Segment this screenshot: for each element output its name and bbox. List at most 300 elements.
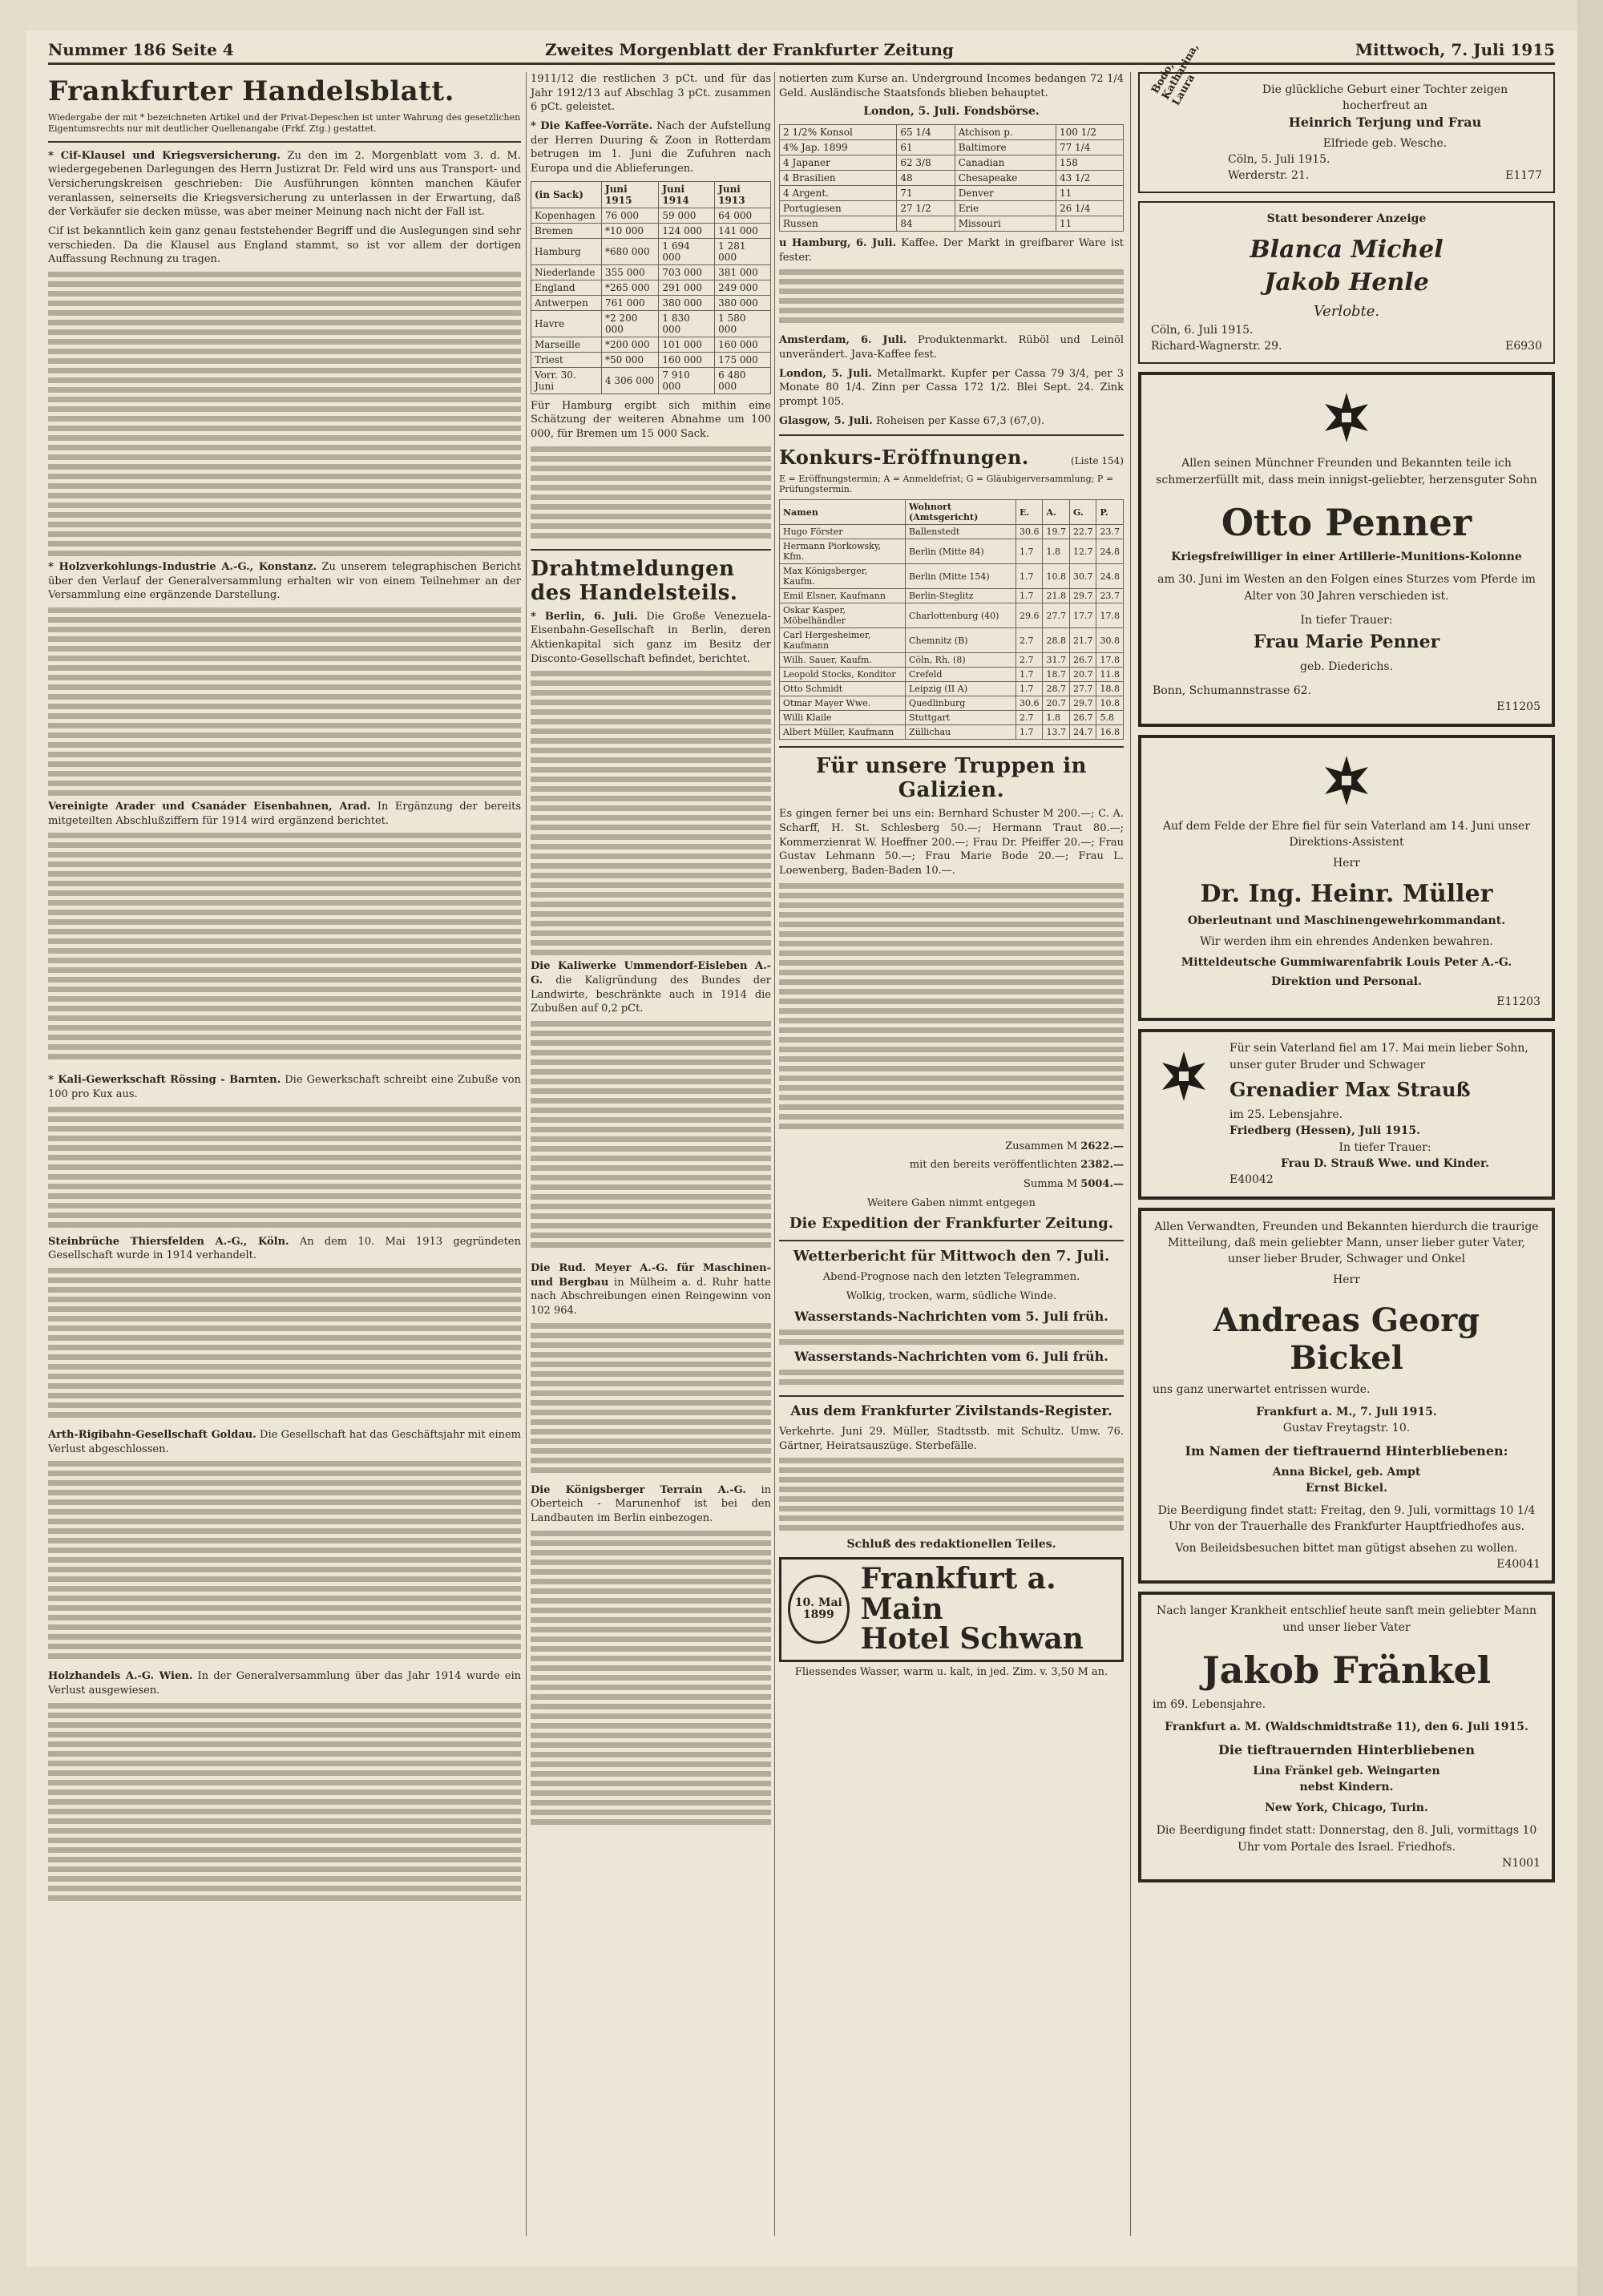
table-cell: 355 000 [602, 264, 659, 280]
article-head: Steinbrüche Thiersfelden A.-G., Köln. [48, 1235, 289, 1248]
table-cell: 381 000 [715, 264, 771, 280]
notice-text: Allen Verwandten, Freunden und Bekannten hierdurch die traurige Mitteilung, daß mein geliebter Mann, unser lieber guter Vater, unser lieber Bruder, Schwager und Onkel [1154, 1220, 1539, 1266]
notice-place: Frankfurt a. M., 7. Juli 1915. [1256, 1405, 1437, 1418]
notice-head: Statt besonderer Anzeige [1266, 212, 1427, 226]
article [531, 1483, 771, 1526]
column-rule [1130, 72, 1131, 2236]
deceased-name: Jakob Fränkel [1201, 1648, 1492, 1692]
table-cell: Russen [780, 216, 897, 231]
table-cell: Otto Schmidt [780, 682, 906, 696]
table-row [780, 628, 1124, 653]
table-cell: 11 [1056, 216, 1123, 231]
text-block [48, 1107, 521, 1235]
table-cell: Berlin (Mitte 154) [906, 564, 1016, 589]
table-cell: 1 694 000 [659, 238, 715, 264]
divider [779, 1240, 1124, 1241]
deceased-role: Kriegsfreiwilliger in einer Artillerie-Munitions-Kolonne [1171, 551, 1522, 564]
notice-address: Gustav Freytagstr. 10. [1282, 1422, 1411, 1435]
engaged-label: Verlobte. [1313, 302, 1380, 320]
mourner-sub: geb. Diederichs. [1299, 660, 1393, 673]
ad-code: E40041 [1496, 1558, 1540, 1572]
notice-place: Cöln, 6. Juli 1915. [1151, 323, 1254, 337]
konkurs-header [779, 442, 1124, 474]
coffee-stock-table [531, 181, 771, 394]
table-cell: Carl Hergesheimer, Kaufmann [780, 628, 906, 653]
weather-forecast: Wolkig, trocken, warm, südliche Winde. [846, 1289, 1057, 1302]
article-body: Nach der Aufstellung der Herren Duuring & Zoon in Rotterdam betrugen im 1. Juni die Zufuhren nach Europa und die Ablieferungen. [531, 120, 771, 176]
table-cell: 26.7 [1069, 653, 1096, 668]
obituary-fraenkel [1138, 1592, 1555, 1882]
table-cell: 19.7 [1043, 525, 1070, 539]
table-cell: 4% Jap. 1899 [780, 139, 897, 155]
table-cell: Otmar Mayer Wwe. [780, 696, 906, 711]
table-header: A. [1043, 500, 1070, 525]
notice-place: Cöln, 5. Juli 1915. [1228, 152, 1330, 166]
table-cell: Portugiesen [780, 200, 897, 216]
address: Richard-Wagnerstr. 29. [1151, 340, 1282, 353]
table-cell: Charlottenburg (40) [906, 603, 1016, 628]
parents: Heinrich Terjung und Frau [1288, 114, 1482, 130]
issue-date: Mittwoch, 7. Juli 1915 [1355, 40, 1555, 59]
table-cell: 249 000 [715, 280, 771, 295]
engagement-notice [1138, 201, 1555, 364]
text-block [531, 446, 771, 543]
notice-address [1228, 167, 1542, 184]
table-row [531, 223, 771, 238]
table-cell: 24.7 [1069, 725, 1096, 740]
mourner: Frau D. Strauß Wwe. und Kinder. [1280, 1156, 1490, 1170]
water-level-title: Wasserstands-Nachrichten vom 5. Juli früh. [794, 1308, 1108, 1324]
table-header: P. [1096, 500, 1124, 525]
table-cell: 23.7 [1096, 525, 1124, 539]
table-cell: 1.7 [1016, 668, 1043, 682]
notice-body: uns ganz unerwartet entrissen wurde. [1153, 1382, 1371, 1396]
table-cell: Havre [531, 310, 602, 337]
table-cell: 43 1/2 [1056, 170, 1123, 185]
mourner: Anna Bickel, geb. Ampt [1272, 1465, 1421, 1479]
table-cell: 76 000 [602, 208, 659, 223]
table-cell: 1.8 [1043, 539, 1070, 564]
article [48, 560, 521, 603]
article-head: Die Königsberger Terrain A.-G. [531, 1483, 746, 1496]
notice-place: Bonn, Schumannstrasse 62. [1153, 684, 1311, 698]
iron-cross-icon [1318, 753, 1375, 809]
table-cell: 30.6 [1016, 525, 1043, 539]
table-cell: 2.7 [1016, 628, 1043, 653]
table-cell: 16.8 [1096, 725, 1124, 740]
table-cell: 11 [1056, 185, 1123, 200]
table-row [531, 295, 771, 310]
company-name: Mitteldeutsche Gummiwarenfabrik Louis Peter A.-G. [1181, 956, 1512, 970]
article [531, 119, 771, 176]
notice-address [1151, 338, 1542, 354]
section-title: Konkurs-Eröffnungen. [779, 446, 1029, 470]
hotel-line: Fliessendes Wasser, warm u. kalt, in jed. Zim. v. 3,50 M an. [794, 1666, 1108, 1679]
table-cell: 2.7 [1016, 711, 1043, 725]
table-cell: 26 1/4 [1056, 200, 1123, 216]
article-head: * Holzverkohlungs-Industrie A.-G., Konstanz. [48, 560, 317, 573]
table-cell: 24.8 [1096, 564, 1124, 589]
table-cell: Wilh. Sauer, Kaufm. [780, 653, 906, 668]
table-cell: 28.7 [1043, 682, 1070, 696]
table-row [780, 124, 1124, 139]
table-cell: 101 000 [659, 337, 715, 352]
article-head: * Berlin, 6. Juli. [531, 610, 638, 623]
table-cell: Hermann Piorkowsky, Kfm. [780, 539, 906, 564]
weather-subtitle: Abend-Prognose nach den letzten Telegrammen. [822, 1271, 1080, 1284]
mourner: Frau Marie Penner [1253, 632, 1440, 653]
notice-body: Wir werden ihm ein ehrendes Andenken bewahren. [1200, 934, 1493, 948]
table-cell: Cöln, Rh. (8) [906, 653, 1016, 668]
page-edge [1577, 0, 1603, 2296]
table-row [780, 539, 1124, 564]
table-cell: 21.7 [1069, 628, 1096, 653]
table-cell: 26.7 [1069, 711, 1096, 725]
article-head: Amsterdam, 6. Juli. [779, 334, 907, 347]
table-cell: 2 1/2% Konsol [780, 124, 897, 139]
company-sub: Direktion und Personal. [1271, 974, 1422, 988]
table-row [531, 367, 771, 393]
burial-info: Die Beerdigung findet statt: Donnerstag, den 8. Juli, vormittags 10 Uhr vom Portale des Israel. Friedhofs. [1156, 1824, 1537, 1854]
article-body: Kaffee. Der Markt in greifbarer Ware ist fester. [779, 236, 1124, 264]
table-cell: 17.8 [1096, 603, 1124, 628]
table-cell: 1.7 [1016, 682, 1043, 696]
deceased-age: im 69. Lebensjahre. [1153, 1697, 1266, 1711]
copyright-note: Wiedergabe der mit * bezeichneten Artikel und der Privat-Depeschen ist unter Wahrung des gesetzlichen Eigentumsrechts nur mit deutlicher Quellenangabe (Frkf. Ztg.) gestattet. [48, 112, 521, 134]
article [48, 1669, 521, 1697]
table-cell: 1.7 [1016, 589, 1043, 603]
ad-code: E11205 [1496, 700, 1540, 714]
table-cell: 27.7 [1043, 603, 1070, 628]
article [48, 1073, 521, 1101]
text-block [779, 1458, 1124, 1538]
table-cell: Bremen [531, 223, 602, 238]
table-cell: 30.6 [1016, 696, 1043, 711]
text-block [779, 883, 1124, 1140]
hotel-seal: 10. Mai 1899 [788, 1575, 850, 1644]
article [531, 1261, 771, 1318]
birth-names: Bodo, Katharina, Laura [1149, 42, 1201, 108]
konkurs-legend: E = Eröffnungstermin; A = Anmeldefrist; G = Gläubigerversammlung; P = Prüfungstermin. [779, 474, 1114, 495]
water-level-title: Wasserstands-Nachrichten vom 6. Juli früh. [794, 1348, 1108, 1364]
table-cell: 1.7 [1016, 539, 1043, 564]
table-cell: 48 [897, 170, 955, 185]
table-row [531, 352, 771, 367]
mourner: nebst Kindern. [1299, 1780, 1394, 1794]
mourner: Lina Fränkel geb. Weingarten [1253, 1764, 1440, 1777]
table-row [780, 185, 1124, 200]
table-cell: 65 1/4 [897, 124, 955, 139]
table-cell: 291 000 [659, 280, 715, 295]
text-block [779, 1330, 1124, 1349]
article [531, 959, 771, 1016]
table-cell: 1.8 [1043, 711, 1070, 725]
editorial-end: Schluß des redaktionellen Teiles. [846, 1538, 1056, 1552]
table-cell: 27.7 [1069, 682, 1096, 696]
table-cell: 20.7 [1069, 668, 1096, 682]
label: Zusammen M [1005, 1140, 1078, 1152]
notice-text: Nach langer Krankheit entschlief heute sanft mein geliebter Mann und unser lieber Vater [1156, 1604, 1537, 1634]
register-title: Aus dem Frankfurter Zivilstands-Register. [790, 1402, 1112, 1419]
table-cell: Emil Elsner, Kaufmann [780, 589, 906, 603]
table-cell: 30.8 [1096, 628, 1124, 653]
table-cell: 71 [897, 185, 955, 200]
table-cell: 29.7 [1069, 696, 1096, 711]
table-cell: 1 281 000 [715, 238, 771, 264]
article-body: Für Hamburg ergibt sich mithin eine Schätzung der weiteren Abnahme um 100 000, für Bremen um 15 000 Sack. [531, 399, 771, 441]
ad-code: N1001 [1502, 1857, 1540, 1870]
table-header: Juni 1913 [715, 181, 771, 208]
table-cell: 761 000 [602, 295, 659, 310]
article [779, 367, 1124, 410]
hotel-name: Hotel Schwan [860, 1622, 1084, 1656]
table-cell: *10 000 [602, 223, 659, 238]
divider [48, 141, 521, 143]
register-body: Verkehrte. Juni 29. Müller, Stadtsstb. mit Schultz. Umw. 76. Gärtner, Heiratsauszüge. Sterbefälle. [779, 1425, 1124, 1452]
notice-text: Allen seinen Münchner Freunden und Bekannten teile ich schmerzerfüllt mit, dass mein innigst-geliebter, herzensguter Sohn [1156, 457, 1537, 486]
table-cell: 1 580 000 [715, 310, 771, 337]
burial-info: Die Beerdigung findet statt: Freitag, den 9. Juli, vormittags 10 1/4 Uhr von der Trauerhalle des Frankfurter Hauptfriedhofes aus. [1157, 1504, 1536, 1534]
table-cell: 380 000 [715, 295, 771, 310]
obituary-strauss [1138, 1029, 1555, 1199]
parents-sub: Elfriede geb. Wesche. [1322, 136, 1448, 150]
table-cell: 160 000 [659, 352, 715, 367]
table-row [780, 200, 1124, 216]
divider [531, 549, 771, 551]
table-cell: 10.8 [1043, 564, 1070, 589]
deceased-name: Andreas Georg Bickel [1213, 1301, 1480, 1377]
value: 2382.— [1080, 1159, 1124, 1172]
mourning-label: In tiefer Trauer: [1339, 1140, 1431, 1154]
table-row [780, 155, 1124, 170]
table-cell: Hugo Förster [780, 525, 906, 539]
table-row [780, 653, 1124, 668]
table-cell: Züllichau [906, 725, 1016, 740]
table-cell: Missouri [955, 216, 1056, 231]
table-cell: 10.8 [1096, 696, 1124, 711]
article-body: 1911/12 die restlichen 3 pCt. und für das Jahr 1912/13 auf Abschlag 3 pCt. zusammen 6 pCt. geleistet. [531, 73, 771, 114]
section-title: Drahtmeldungen des Handelsteils. [531, 556, 738, 605]
notice-body: am 30. Juni im Westen an den Folgen eines Sturzes vom Pferde im Alter von 30 Jahren verschieden ist. [1157, 573, 1536, 603]
article-body: In Ergänzung der bereits mitgeteilten Abschlußziffern für 1914 wird ergänzend berichtet. [48, 800, 521, 827]
label: mit den bereits veröffentlichten [909, 1159, 1078, 1172]
text-block [48, 272, 521, 560]
table-cell: 18.8 [1096, 682, 1124, 696]
table-header: Namen [780, 500, 906, 525]
table-cell: 175 000 [715, 352, 771, 367]
konkurs-table [779, 499, 1124, 740]
deceased-age: im 25. Lebensjahre. [1230, 1108, 1343, 1122]
table-cell: Canadian [955, 155, 1056, 170]
table-cell: Niederlande [531, 264, 602, 280]
honorific: Herr [1333, 1273, 1360, 1287]
address: Werderstr. 21. [1228, 169, 1310, 183]
table-title: London, 5. Juli. Fondsbörse. [863, 105, 1040, 119]
table-row [780, 525, 1124, 539]
article-head: * Die Kaffee-Vorräte. [531, 120, 653, 133]
article-body: notierten zum Kurse an. Underground Incomes bedangen 72 1/4 Geld. Ausländische Staatsfonds blieben behauptet. [779, 73, 1124, 99]
table-cell: *265 000 [602, 280, 659, 295]
article-body: in Oberteich - Marunenhof ist bei den Landbauten im Berlin einbezogen. [531, 1483, 771, 1525]
table-cell: Chemnitz (B) [906, 628, 1016, 653]
text-block [531, 1323, 771, 1483]
table-row [531, 337, 771, 352]
text-block [531, 1021, 771, 1261]
table-cell: Atchison p. [955, 124, 1056, 139]
table-cell: 64 000 [715, 208, 771, 223]
iron-cross-icon [1156, 1048, 1212, 1104]
article-head: Vereinigte Arader und Csanáder Eisenbahnen, Arad. [48, 800, 371, 813]
table-row [531, 238, 771, 264]
donation-note: Weitere Gaben nimmt entgegen [867, 1196, 1036, 1209]
table-cell: *2 200 000 [602, 310, 659, 337]
table-cell: 12.7 [1069, 539, 1096, 564]
article-body: An dem 10. Mai 1913 gegründeten Gesellschaft wurde in 1914 verhandelt. [48, 1235, 522, 1262]
column-rule [526, 72, 527, 2236]
table-cell: 28.8 [1043, 628, 1070, 653]
table-row [780, 603, 1124, 628]
article [48, 800, 521, 828]
weather-title: Wetterbericht für Mittwoch den 7. Juli. [793, 1247, 1110, 1265]
table-cell: Vorr. 30. Juni [531, 367, 602, 393]
article-body: Die Große Venezuela-Eisenbahn-Gesellschaft in Berlin, deren Aktienkapital sich ganz im Besitz der Disconto-Gesellschaft befindet, berichtet. [531, 610, 771, 665]
table-header: Wohnort (Amtsgericht) [906, 500, 1016, 525]
article-head: u Hamburg, 6. Juli. [779, 236, 897, 249]
table-cell: Oskar Kasper, Möbelhändler [780, 603, 906, 628]
article [779, 236, 1124, 264]
article-head: Holzhandels A.-G. Wien. [48, 1670, 193, 1683]
article-body: Produktenmarkt. Rüböl und Leinöl unverändert. Java-Kaffee fest. [779, 334, 1124, 361]
table-cell: Quedlinburg [906, 696, 1016, 711]
ad-code: E1177 [1505, 169, 1542, 183]
table-cell: 62 3/8 [897, 155, 955, 170]
table-row [780, 170, 1124, 185]
table-row [531, 280, 771, 295]
table-cell: 5.8 [1096, 711, 1124, 725]
table-cell: *680 000 [602, 238, 659, 264]
notice-place: Friedberg (Hessen), Juli 1915. [1230, 1124, 1420, 1138]
text-block [48, 833, 521, 1073]
table-cell: Ballenstedt [906, 525, 1016, 539]
table-cell: Triest [531, 352, 602, 367]
article-head: London, 5. Juli. [779, 367, 872, 380]
article-head: * Kali-Gewerkschaft Rössing - Barnten. [48, 1074, 281, 1087]
table-cell: *50 000 [602, 352, 659, 367]
section-title: Für unsere Truppen in Galizien. [815, 754, 1088, 803]
table-row [780, 682, 1124, 696]
section-title: Frankfurter Handelsblatt. [48, 75, 454, 107]
table-cell: 20.7 [1043, 696, 1070, 711]
article-body: Roheisen per Kasse 67,3 (67,0). [875, 414, 1044, 427]
table-cell: Erie [955, 200, 1056, 216]
table-cell: 4 Japaner [780, 155, 897, 170]
locations: New York, Chicago, Turin. [1265, 1802, 1428, 1815]
text-block [779, 269, 1124, 333]
mourning-label: Die tieftrauernden Hinterbliebenen [1217, 1741, 1476, 1757]
text-block [48, 607, 521, 800]
divider [779, 434, 1124, 436]
text-block [48, 1268, 521, 1428]
ad-code: E40042 [1230, 1173, 1274, 1187]
table-cell: 13.7 [1043, 725, 1070, 740]
divider [779, 1395, 1124, 1397]
table-cell: Leipzig (II A) [906, 682, 1016, 696]
article-body: Die Gewerkschaft schreibt eine Zubuße von 100 pro Kux aus. [48, 1074, 521, 1100]
table-cell: 1.7 [1016, 725, 1043, 740]
article-body: die Kaligründung des Bundes der Landwirte, beschränkte auch in 1914 die Zubußen auf 0,2 pCt. [531, 974, 771, 1015]
table-cell: 17.7 [1069, 603, 1096, 628]
table-cell: 30.7 [1069, 564, 1096, 589]
article [779, 414, 1124, 429]
article [48, 149, 521, 220]
table-cell: Marseille [531, 337, 602, 352]
table-cell: 141 000 [715, 223, 771, 238]
table-cell: 24.8 [1096, 539, 1124, 564]
table-cell: 380 000 [659, 295, 715, 310]
notice-text: Die glückliche Geburt einer Tochter zeigen hocherfreut an [1262, 83, 1508, 113]
table-row [780, 711, 1124, 725]
deceased-name: Grenadier Max Strauß [1230, 1078, 1471, 1102]
text-block [48, 1461, 521, 1669]
table-cell: 29.7 [1069, 589, 1096, 603]
divider [779, 746, 1124, 748]
article-body: Zu den im 2. Morgenblatt vom 3. d. M. wiedergegebenen Darlegungen des Herrn Justizrat Dr. Feld wird uns aus Transport- und Versicherungskreisen geschrieben: Die Ausführungen könnten manchen Käufer veranlassen, seinerseits die Kriegsversicherung zu unterlassen in der Erwartung, daß der Verkäufer sie decken müsse, was aber meiner Meinung nach nicht der Fall ist. [48, 149, 521, 219]
donation-list: Es gingen ferner bei uns ein: Bernhard Schuster M 200.—; C. A. Scharff, H. St. Schlesberg 50.—; Hermann Traut 80.—; Kommerzienrat W. Hoeffner 200.—; Frau Dr. Pfeiffer 20.—; Frau Gustav Lehmann 50.—; Frau Marie Bode 20.—; Frau L. Loewenberg, Baden-Baden 10.—. [779, 808, 1124, 877]
donation-total [779, 1177, 1124, 1192]
table-cell: Berlin-Steglitz [906, 589, 1016, 603]
table-header: (in Sack) [531, 181, 602, 208]
table-row [531, 310, 771, 337]
table-header: Juni 1914 [659, 181, 715, 208]
table-row [531, 208, 771, 223]
table-cell: 22.7 [1069, 525, 1096, 539]
table-cell: *200 000 [602, 337, 659, 352]
table-cell: Kopenhagen [531, 208, 602, 223]
mourning-label: Im Namen der tieftrauernd Hinterbliebenen: [1185, 1443, 1508, 1459]
article-body: Cif ist bekanntlich kein ganz genau feststehender Begriff und die Auslegungen sind sehr verschieden. Da die Klausel aus England stammt, so ist vor allem der dortigen Auffassung Rechnung zu tragen. [48, 224, 521, 266]
table-cell: 18.7 [1043, 668, 1070, 682]
article-body: Die Gesellschaft hat das Geschäftsjahr mit einem Verlust abgeschlossen. [48, 1428, 521, 1455]
london-exchange-table [779, 124, 1124, 232]
table-row [780, 139, 1124, 155]
table-cell: 77 1/4 [1056, 139, 1123, 155]
table-cell: 31.7 [1043, 653, 1070, 668]
mourner: Ernst Bickel. [1306, 1481, 1387, 1495]
table-row [780, 696, 1124, 711]
engaged-name: Jakob Henle [1264, 268, 1429, 297]
table-cell: Max Königsberger, Kaufm. [780, 564, 906, 589]
article-body: in Mülheim a. d. Ruhr hatte nach Abschreibungen einen Reingewinn von 102 964. [531, 1276, 772, 1317]
table-cell: 4 Argent. [780, 185, 897, 200]
donation-recipient: Die Expedition der Frankfurter Zeitung. [789, 1215, 1114, 1233]
article-head: Die Kaliwerke Ummendorf-Eisleben A.-G. [531, 960, 771, 987]
table-cell: 17.8 [1096, 653, 1124, 668]
article-body: Metallmarkt. Kupfer per Cassa 79 3/4, per 3 Monate 80 1/4. Zinn per Cassa 172 1/2. Blei Sept. 24. Zink prompt 105. [779, 367, 1124, 408]
article [48, 1235, 521, 1263]
table-cell: Leopold Stocks, Konditor [780, 668, 906, 682]
page-header [48, 38, 1555, 65]
table-row [780, 668, 1124, 682]
table-cell: Crefeld [906, 668, 1016, 682]
table-cell: 11.8 [1096, 668, 1124, 682]
obituary-bickel [1138, 1208, 1555, 1584]
article-head: * Cif-Klausel und Kriegsversicherung. [48, 149, 281, 162]
table-row [780, 589, 1124, 603]
table-cell: Hamburg [531, 238, 602, 264]
article [779, 333, 1124, 361]
table-header: Juni 1915 [602, 181, 659, 208]
table-cell: 7 910 000 [659, 367, 715, 393]
